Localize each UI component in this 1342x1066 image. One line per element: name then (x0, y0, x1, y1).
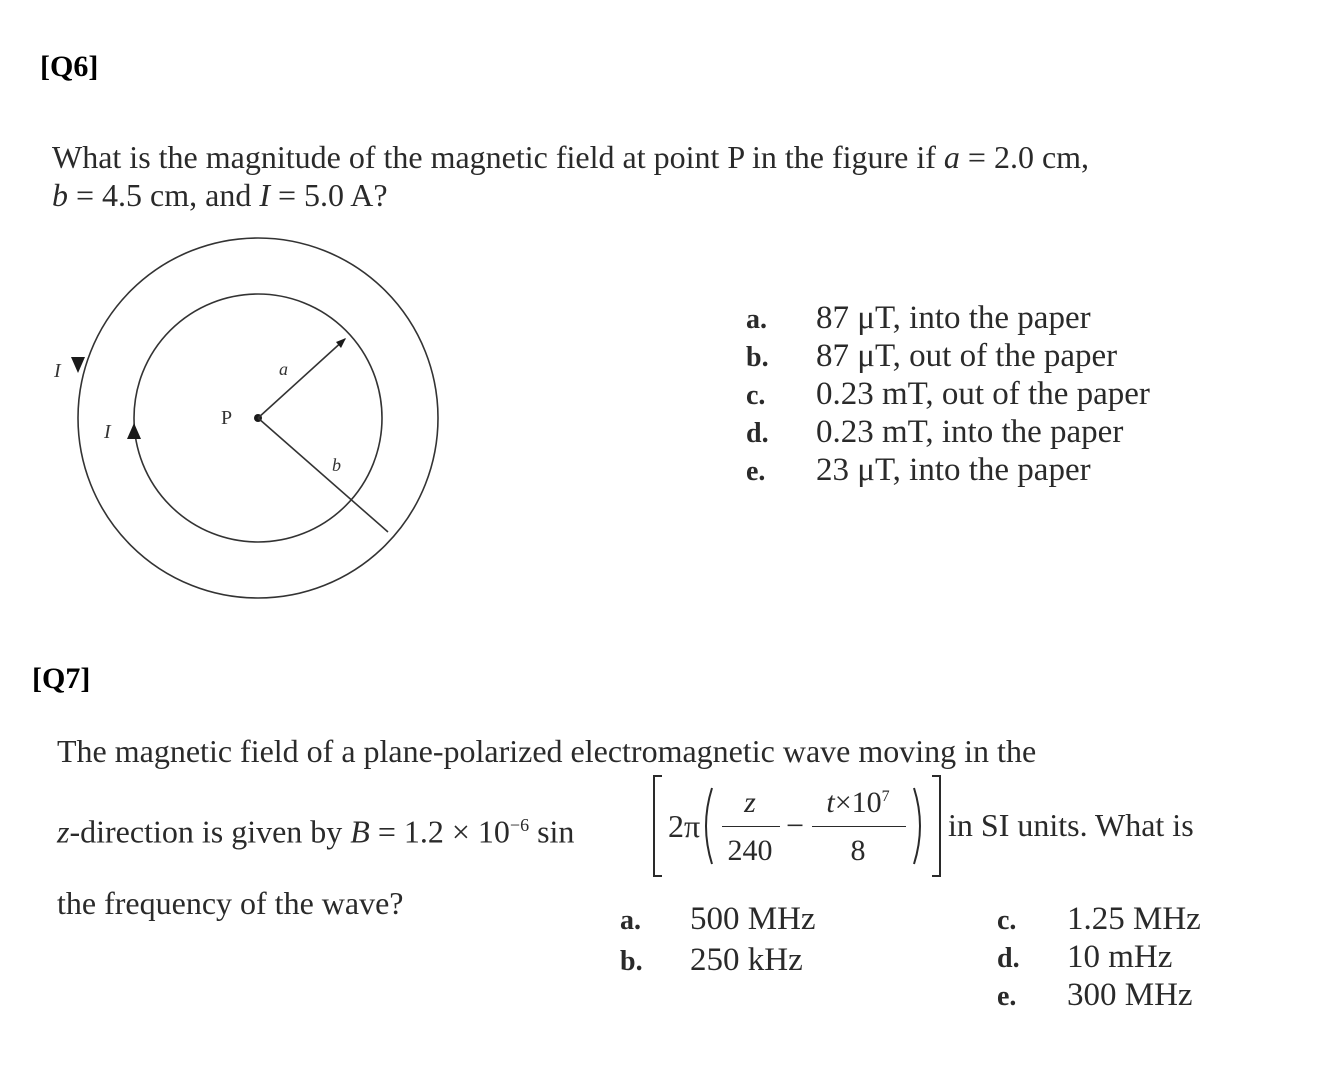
q6-choice-a: a. 87 μT, into the paper (746, 300, 1091, 336)
left-paren (706, 788, 712, 864)
frac2-numerator: $t\times 10^7$ (826, 786, 890, 819)
question-6-label: [Q6] (40, 50, 99, 83)
q6-choice-d: d. 0.23 mT, into the paper (746, 414, 1124, 450)
magnetic-field-figure (40, 225, 460, 625)
question-6-text-line-1: What is the magnitude of the magnetic field at point P in the figure if a = 2.0 cm, (52, 139, 1090, 175)
inner-current-arrow-icon (127, 423, 141, 439)
q6-choice-c: c. 0.23 mT, out of the paper (746, 376, 1150, 412)
label-current-inner: I (104, 421, 111, 443)
right-square-bracket (932, 776, 940, 876)
q7-choice-b: b. 250 kHz (620, 942, 803, 978)
frac-minus: − (786, 807, 805, 843)
radius-a-line (258, 339, 345, 418)
q6-choice-b: b. 87 μT, out of the paper (746, 338, 1118, 374)
label-point-p: P (221, 407, 233, 429)
question-7-text-line-2-tail: in SI units. What is (948, 807, 1194, 843)
question-7-label: [Q7] (32, 662, 91, 695)
question-7-text-line-3: the frequency of the wave? (57, 885, 404, 921)
label-current-outer: I (54, 360, 61, 382)
concentric-loops-diagram (40, 225, 460, 625)
question-7-text-line-1: The magnetic field of a plane-polarized electromagnetic wave moving in the (57, 733, 1037, 769)
q7-choice-d: d. 10 mHz (997, 939, 1173, 975)
q7-choice-e: e. 300 MHz (997, 977, 1193, 1013)
right-paren (914, 788, 920, 864)
q7-choice-c: c. 1.25 MHz (997, 901, 1201, 937)
frac2-denominator: 8 (850, 834, 866, 867)
question-7-text-line-2: z-direction is given by $B = 1.2 \times 10^{-6}$ sin (57, 813, 575, 850)
label-radius-a: a (279, 359, 288, 379)
frac1-numerator: z (744, 786, 756, 819)
q7-choice-a: a. 500 MHz (620, 901, 816, 937)
outer-current-arrow-icon (71, 357, 85, 373)
q6-choice-e: e. 23 μT, into the paper (746, 452, 1091, 488)
frac2-line (812, 826, 906, 827)
left-square-bracket (654, 776, 662, 876)
frac1-denominator: 240 (727, 834, 773, 867)
frac1-line (722, 826, 780, 827)
label-radius-b: b (332, 455, 341, 475)
two-pi: 2π (668, 808, 701, 844)
question-6-text-line-2: b = 4.5 cm, and I = 5.0 A? (52, 177, 388, 213)
